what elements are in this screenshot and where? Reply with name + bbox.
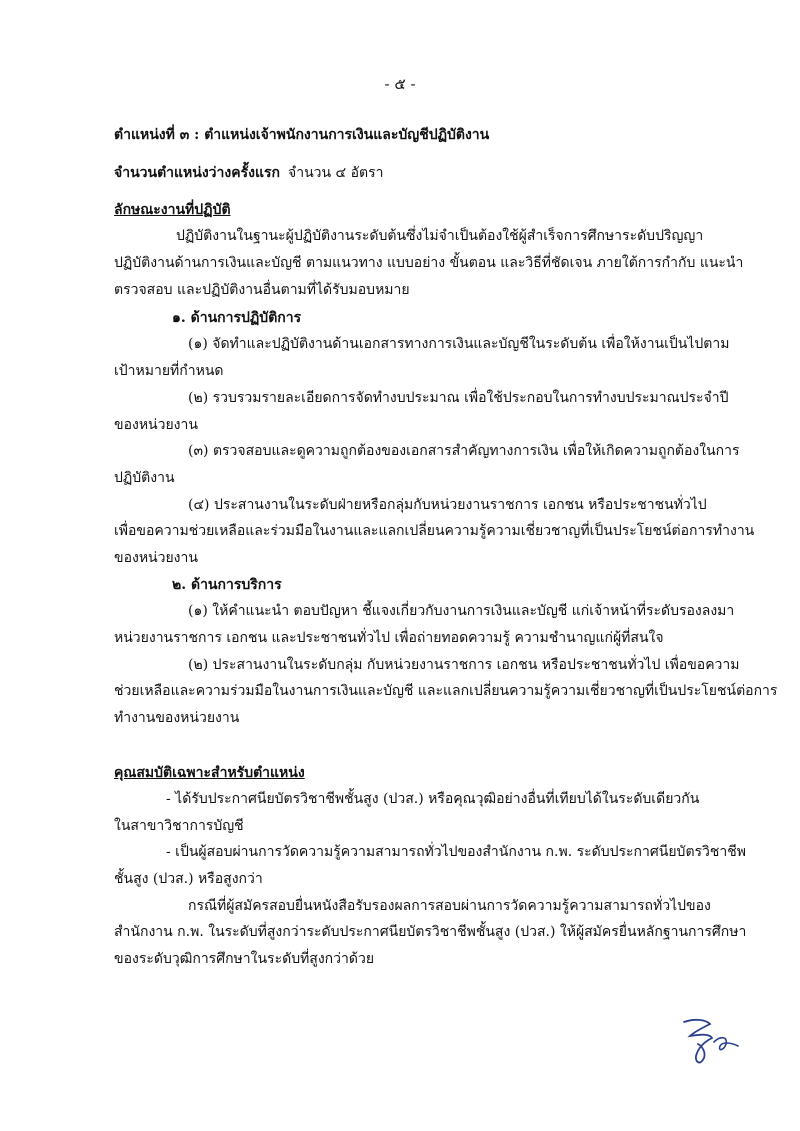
operation-item: (๒) รวบรวมรายละเอียดการจัดทำงบประมาณ เพื่อใช้ประกอบในการทำงบประมาณประจำปี [188, 390, 729, 406]
operation-item-cont: เป้าหมายที่กำหนด [114, 363, 224, 379]
operation-item-cont: ปฏิบัติงาน [114, 470, 175, 486]
vacancy-label: จำนวนตำแหน่งว่างครั้งแรก [114, 165, 280, 181]
service-item: (๒) ประสานงานในระดับกลุ่ม กับหน่วยงานราชการ เอกชน หรือประชาชนทั่วไป เพื่อขอความ [188, 657, 740, 673]
qualification-item: - ได้รับประกาศนียบัตรวิชาชีพชั้นสูง (ปวส.) หรือคุณวุฒิอย่างอื่นที่เทียบได้ในระดับเดียวกัน [166, 791, 700, 807]
operations-heading: ๑. ด้านการปฏิบัติการ [172, 310, 302, 326]
duties-intro-line: ปฏิบัติงานด้านการเงินและบัญชี ตามแนวทาง แบบอย่าง ขั้นตอน และวิธีที่ชัดเจน ภายใต้การกำกับ แนะนำ [114, 255, 744, 271]
operation-item: (๓) ตรวจสอบและดูความถูกต้องของเอกสารสำคัญทางการเงิน เพื่อให้เกิดความถูกต้องในการ [188, 443, 740, 459]
operation-item-cont: ของหน่วยงาน [114, 550, 198, 566]
handwritten-initials [676, 1012, 746, 1072]
qualification-note-line: สำนักงาน ก.พ. ในระดับที่สูงกว่าระดับประกาศนียบัตรวิชาชีพชั้นสูง (ปวส.) ให้ผู้สมัครยื่นหลักฐานการศึกษา [114, 924, 747, 940]
operation-item-cont: เพื่อขอความช่วยเหลือและร่วมมือในงานและแลกเปลี่ยนความรู้ความเชี่ยวชาญที่เป็นประโยชน์ต่อการทำงาน [114, 523, 755, 539]
qualification-note-line: กรณีที่ผู้สมัครสอบยื่นหนังสือรับรองผลการสอบผ่านการวัดความรู้ความสามารถทั่วไปของ [188, 898, 711, 914]
service-item: (๑) ให้คำแนะนำ ตอบปัญหา ชี้แจงเกี่ยวกับงานการเงินและบัญชี แก่เจ้าหน้าที่ระดับรองลงมา [188, 603, 735, 619]
service-item-cont: ทำงานของหน่วยงาน [114, 710, 240, 726]
duties-heading: ลักษณะงานที่ปฏิบัติ [114, 202, 231, 218]
qualification-item-cont: ในสาขาวิชาการบัญชี [114, 818, 244, 834]
vacancy-value: จำนวน ๔ อัตรา [288, 165, 384, 181]
operation-item: (๔) ประสานงานในระดับฝ่ายหรือกลุ่มกับหน่วยงานราชการ เอกชน หรือประชาชนทั่วไป [188, 497, 707, 513]
operation-item: (๑) จัดทำและปฏิบัติงานด้านเอกสารทางการเงินและบัญชีในระดับต้น เพื่อให้งานเป็นไปตาม [188, 336, 730, 352]
qualification-item: - เป็นผู้สอบผ่านการวัดความรู้ความสามารถทั่วไปของสำนักงาน ก.พ. ระดับประกาศนียบัตรวิชาชีพ [166, 844, 747, 860]
qualifications-heading: คุณสมบัติเฉพาะสำหรับตำแหน่ง [114, 765, 305, 781]
position-heading: ตำแหน่งที่ ๓ : ตำแหน่งเจ้าพนักงานการเงินและบัญชีปฏิบัติงาน [114, 127, 490, 143]
qualification-item-cont: ชั้นสูง (ปวส.) หรือสูงกว่า [114, 871, 263, 887]
operation-item-cont: ของหน่วยงาน [114, 417, 198, 433]
page-number: - ๕ - [384, 75, 416, 93]
service-heading: ๒. ด้านการบริการ [172, 577, 282, 593]
duties-intro-line: ปฏิบัติงานในฐานะผู้ปฏิบัติงานระดับต้นซึ่งไม่จำเป็นต้องใช้ผู้สำเร็จการศึกษาระดับปริญญา [176, 228, 704, 244]
duties-intro-line: ตรวจสอบ และปฏิบัติงานอื่นตามที่ได้รับมอบหมาย [114, 282, 410, 298]
qualification-note-line: ของระดับวุฒิการศึกษาในระดับที่สูงกว่าด้วย [114, 951, 375, 967]
service-item-cont: หน่วยงานราชการ เอกชน และประชาชนทั่วไป เพื่อถ่ายทอดความรู้ ความชำนาญแก่ผู้ที่สนใจ [114, 630, 664, 646]
service-item-cont: ช่วยเหลือและความร่วมมือในงานการเงินและบัญชี และแลกเปลี่ยนความรู้ความเชี่ยวชาญที่เป็นประโยชน์ต่อการ [114, 683, 778, 699]
